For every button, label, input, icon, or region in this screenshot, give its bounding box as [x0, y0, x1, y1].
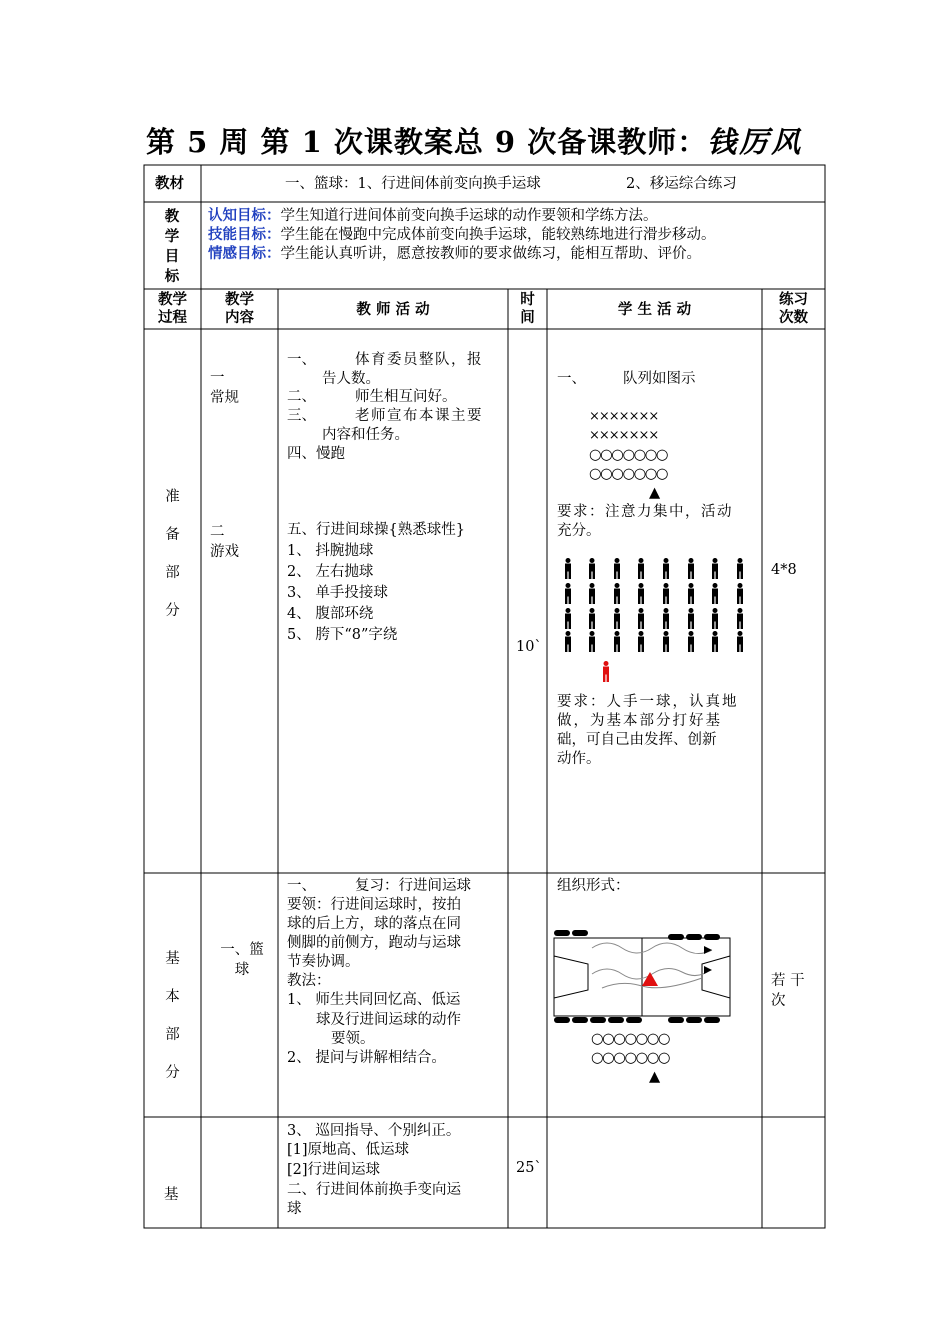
teacher-signature: 钱厉风 — [707, 125, 804, 159]
basic2-time: 25` — [516, 1160, 542, 1176]
header-teacher: 教 师 活 动 — [356, 301, 430, 318]
formation-row: ××××××× — [589, 428, 659, 443]
materials-item-2: 2、移运综合练习 — [626, 176, 737, 192]
prep-content-1: 一 常规 — [210, 370, 239, 406]
teacher-marker: ▲ — [649, 1069, 661, 1085]
prep-process: 准 备 部 分 — [165, 489, 180, 619]
prep-time: 10` — [516, 639, 542, 655]
materials-label: 教材 — [155, 175, 184, 192]
figure-row-1 — [565, 558, 743, 579]
court-diagram — [552, 928, 734, 1028]
basic-content: 一、篮 球 — [220, 942, 264, 978]
prep-content-2: 二 游戏 — [210, 524, 239, 560]
figure-row-2 — [565, 583, 743, 604]
header-count: 练习 次数 — [779, 291, 808, 326]
goal-affective: 情感目标：学生能认真听讲，愿意按教师的要求做练习，能相互帮助、评价。 — [208, 245, 701, 262]
header-time: 时 间 — [520, 291, 535, 326]
goal-cognitive: 认知目标：学生知道行进间体前变向换手运球的动作要领和学练方法。 — [208, 207, 658, 224]
formation-row: ○○○○○○○ — [591, 1050, 670, 1066]
formation-row: ○○○○○○○ — [591, 1031, 670, 1047]
formation-row: ××××××× — [589, 409, 659, 424]
teacher-marker: ▲ — [649, 485, 661, 501]
materials-item-1: 一、篮球：1、行进间体前变向换手运球 — [285, 176, 541, 192]
goal-skill: 技能目标：学生能在慢跑中完成体前变向换手运球，能较熟练地进行滑步移动。 — [208, 226, 716, 243]
header-process: 教学 过程 — [158, 291, 187, 326]
teacher-figure — [603, 661, 609, 682]
formation-row: ○○○○○○○ — [589, 447, 668, 463]
figure-row-3 — [565, 608, 743, 629]
basic-process: 基 本 部 分 — [165, 951, 180, 1081]
goals-label: 教 学 目 标 — [164, 208, 180, 285]
header-content: 教学 内容 — [225, 291, 254, 326]
header-student: 学 生 活 动 — [617, 301, 692, 318]
prep-count: 4*8 — [771, 562, 797, 578]
formation-row: ○○○○○○○ — [589, 466, 668, 482]
basic-count: 若 干 次 — [771, 973, 805, 1009]
figure-row-4 — [565, 631, 743, 652]
basic2-process: 基 — [164, 1187, 179, 1203]
title-main: 第 5 周 第 1 次课教案总 9 次备课教师： — [146, 125, 708, 159]
student-figures-diagram — [560, 558, 750, 688]
page-title — [146, 120, 803, 161]
